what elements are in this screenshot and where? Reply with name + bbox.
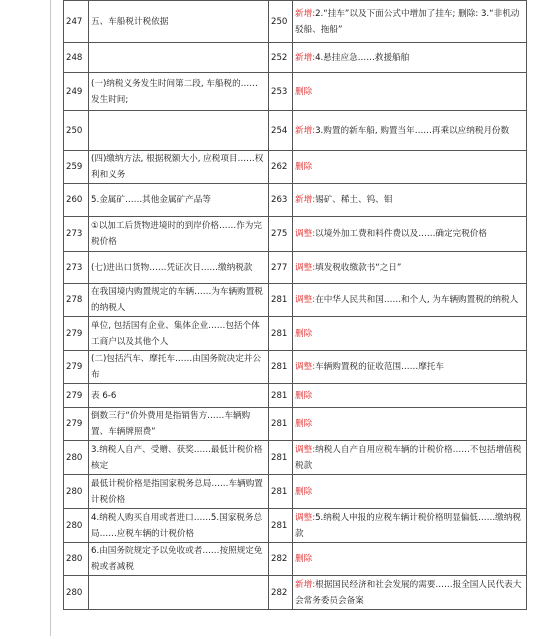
new-page-cell: 254 [269,111,293,151]
new-page-cell: 281 [269,408,293,441]
change-type-label: 删除 [295,328,313,339]
old-text-cell: (四)缴纳方法, 根据税额大小, 应税项目……权利和义务 [89,151,269,184]
table-row [64,509,527,543]
table-row [64,408,527,441]
change-note-cell [293,576,527,610]
old-text-cell: 5.金属矿……其他金属矿产品等 [89,184,269,217]
old-page-cell: 278 [64,284,89,317]
old-text-cell: 五、车船税计税依据 [89,1,269,43]
old-text-cell: (二)包括汽车、摩托车……由国务院决定并公布 [89,351,269,384]
change-type-label: 新增: [295,8,316,19]
change-note-text: 2.“挂车”以及下面公式中增加了挂车; 删除: 3.“非机动驳船、拖船” [295,8,520,35]
table-row [64,576,527,610]
old-page-cell: 280 [64,576,89,610]
change-type-label: 新增: [295,579,316,590]
new-page-cell: 281 [269,509,293,543]
change-type-label: 调整: [295,262,316,273]
revision-table [63,0,527,610]
change-note-text: 5.纳税人申报的应税车辆计税价格明显偏低……缴纳税款 [295,512,521,539]
change-note-text: 以境外加工费和料件费以及……确定完税价格 [315,229,487,239]
change-type-label: 删除 [295,486,313,497]
new-page-cell: 281 [269,384,293,408]
new-page-cell: 281 [269,441,293,475]
old-page-cell: 273 [64,217,89,252]
change-type-label: 删除 [295,86,313,97]
old-page-cell: 279 [64,408,89,441]
table-row [64,284,527,317]
change-note-cell [293,351,527,384]
new-page-cell: 277 [269,252,293,284]
new-page-cell: 252 [269,43,293,73]
change-type-label: 新增: [295,195,316,205]
new-page-cell: 275 [269,217,293,252]
old-text-cell: 4.纳税人购买自用或者进口……5.国家税务总局……应税车辆的计税价格 [89,509,269,543]
change-type-label: 删除 [295,419,313,429]
old-text-cell: 3.纳税人自产、受赠、获奖……最低计税价格核定 [89,441,269,475]
old-page-cell: 279 [64,384,89,408]
change-note-text: 锡矿、稀土、钨、钼 [315,195,393,205]
old-text-cell: (一)纳税义务发生时间第二段, 车船税的……发生时间; [89,73,269,111]
table-row [64,317,527,351]
table-row [64,151,527,184]
new-page-cell: 253 [269,73,293,111]
change-type-label: 调整: [295,362,316,372]
new-page-cell: 281 [269,317,293,351]
table-row [64,43,527,73]
change-note-cell [293,317,527,351]
old-page-cell: 250 [64,111,89,151]
old-page-cell: 280 [64,441,89,475]
old-text-cell: 倒数三行“价外费用是指销售方……车辆购置、车辆牌照费” [89,408,269,441]
old-page-cell: 279 [64,317,89,351]
change-note-text: 填发税收缴款书“之日” [315,262,402,273]
change-note-cell [293,43,527,73]
change-type-label: 新增: [295,52,316,63]
old-text-cell: ①以加工后货物进境时的到岸价格……作为完税价格 [89,217,269,252]
change-note-cell [293,73,527,111]
old-page-cell: 259 [64,151,89,184]
change-note-cell [293,252,527,284]
new-page-cell: 262 [269,151,293,184]
margin-rule [50,0,51,636]
change-note-text: 4.悬挂应急……救援船舶 [315,52,410,63]
revision-table-body [64,1,527,610]
old-text-cell [89,576,269,610]
change-note-cell [293,284,527,317]
change-note-text: 根据国民经济和社会发展的需要……报全国人民代表大会常务委员会备案 [295,579,522,606]
change-note-cell [293,543,527,576]
old-page-cell: 247 [64,1,89,43]
change-type-label: 调整: [295,229,316,239]
change-note-cell [293,441,527,475]
change-note-text: 车辆购置税的征收范围……摩托车 [315,362,445,372]
change-note-cell [293,408,527,441]
new-page-cell: 282 [269,576,293,610]
new-page-cell: 281 [269,351,293,384]
change-note-cell [293,184,527,217]
change-note-text: 纳税人自产自用应税车辆的计税价格……不包括增值税税款 [295,444,522,471]
table-row [64,543,527,576]
old-text-cell: 6.由国务院规定予以免收或者……按照规定免税或者减税 [89,543,269,576]
table-row [64,252,527,284]
table-row [64,217,527,252]
table-row [64,1,527,43]
old-page-cell: 280 [64,543,89,576]
change-note-cell [293,151,527,184]
change-note-cell [293,111,527,151]
change-note-text: 在中华人民共和国……和个人, 为车辆购置税的纳税人 [315,295,519,305]
change-note-cell [293,475,527,509]
table-row [64,111,527,151]
new-page-cell: 263 [269,184,293,217]
change-note-cell [293,217,527,252]
old-text-cell: 最低计税价格是指国家税务总局……车辆购置计税价格 [89,475,269,509]
old-text-cell: 表 6-6 [89,384,269,408]
change-type-label: 调整: [295,295,316,305]
old-page-cell: 280 [64,475,89,509]
change-type-label: 删除 [295,554,313,564]
old-text-cell [89,43,269,73]
old-text-cell: 在我国境内购置规定的车辆……为车辆购置税的纳税人 [89,284,269,317]
change-type-label: 调整: [295,444,316,455]
change-type-label: 删除 [295,162,313,172]
new-page-cell: 281 [269,475,293,509]
change-note-cell [293,509,527,543]
old-page-cell: 273 [64,252,89,284]
table-row [64,384,527,408]
table-row [64,73,527,111]
change-note-cell [293,1,527,43]
old-page-cell: 280 [64,509,89,543]
old-page-cell: 279 [64,351,89,384]
table-row [64,184,527,217]
old-page-cell: 249 [64,73,89,111]
table-row [64,475,527,509]
change-note-text: 3.购置的新车船, 购置当年……再乘以应纳税月份数 [315,125,510,136]
change-type-label: 删除 [295,390,313,401]
new-page-cell: 282 [269,543,293,576]
old-text-cell: (七)进出口货物……凭证次日……缴纳税款 [89,252,269,284]
old-text-cell: 单位, 包括国有企业、集体企业……包括个体工商户以及其他个人 [89,317,269,351]
new-page-cell: 281 [269,284,293,317]
table-row [64,351,527,384]
old-text-cell [89,111,269,151]
old-page-cell: 248 [64,43,89,73]
change-type-label: 新增: [295,125,316,136]
change-note-cell [293,384,527,408]
new-page-cell: 250 [269,1,293,43]
table-row [64,441,527,475]
old-page-cell: 260 [64,184,89,217]
change-type-label: 调整: [295,512,316,523]
